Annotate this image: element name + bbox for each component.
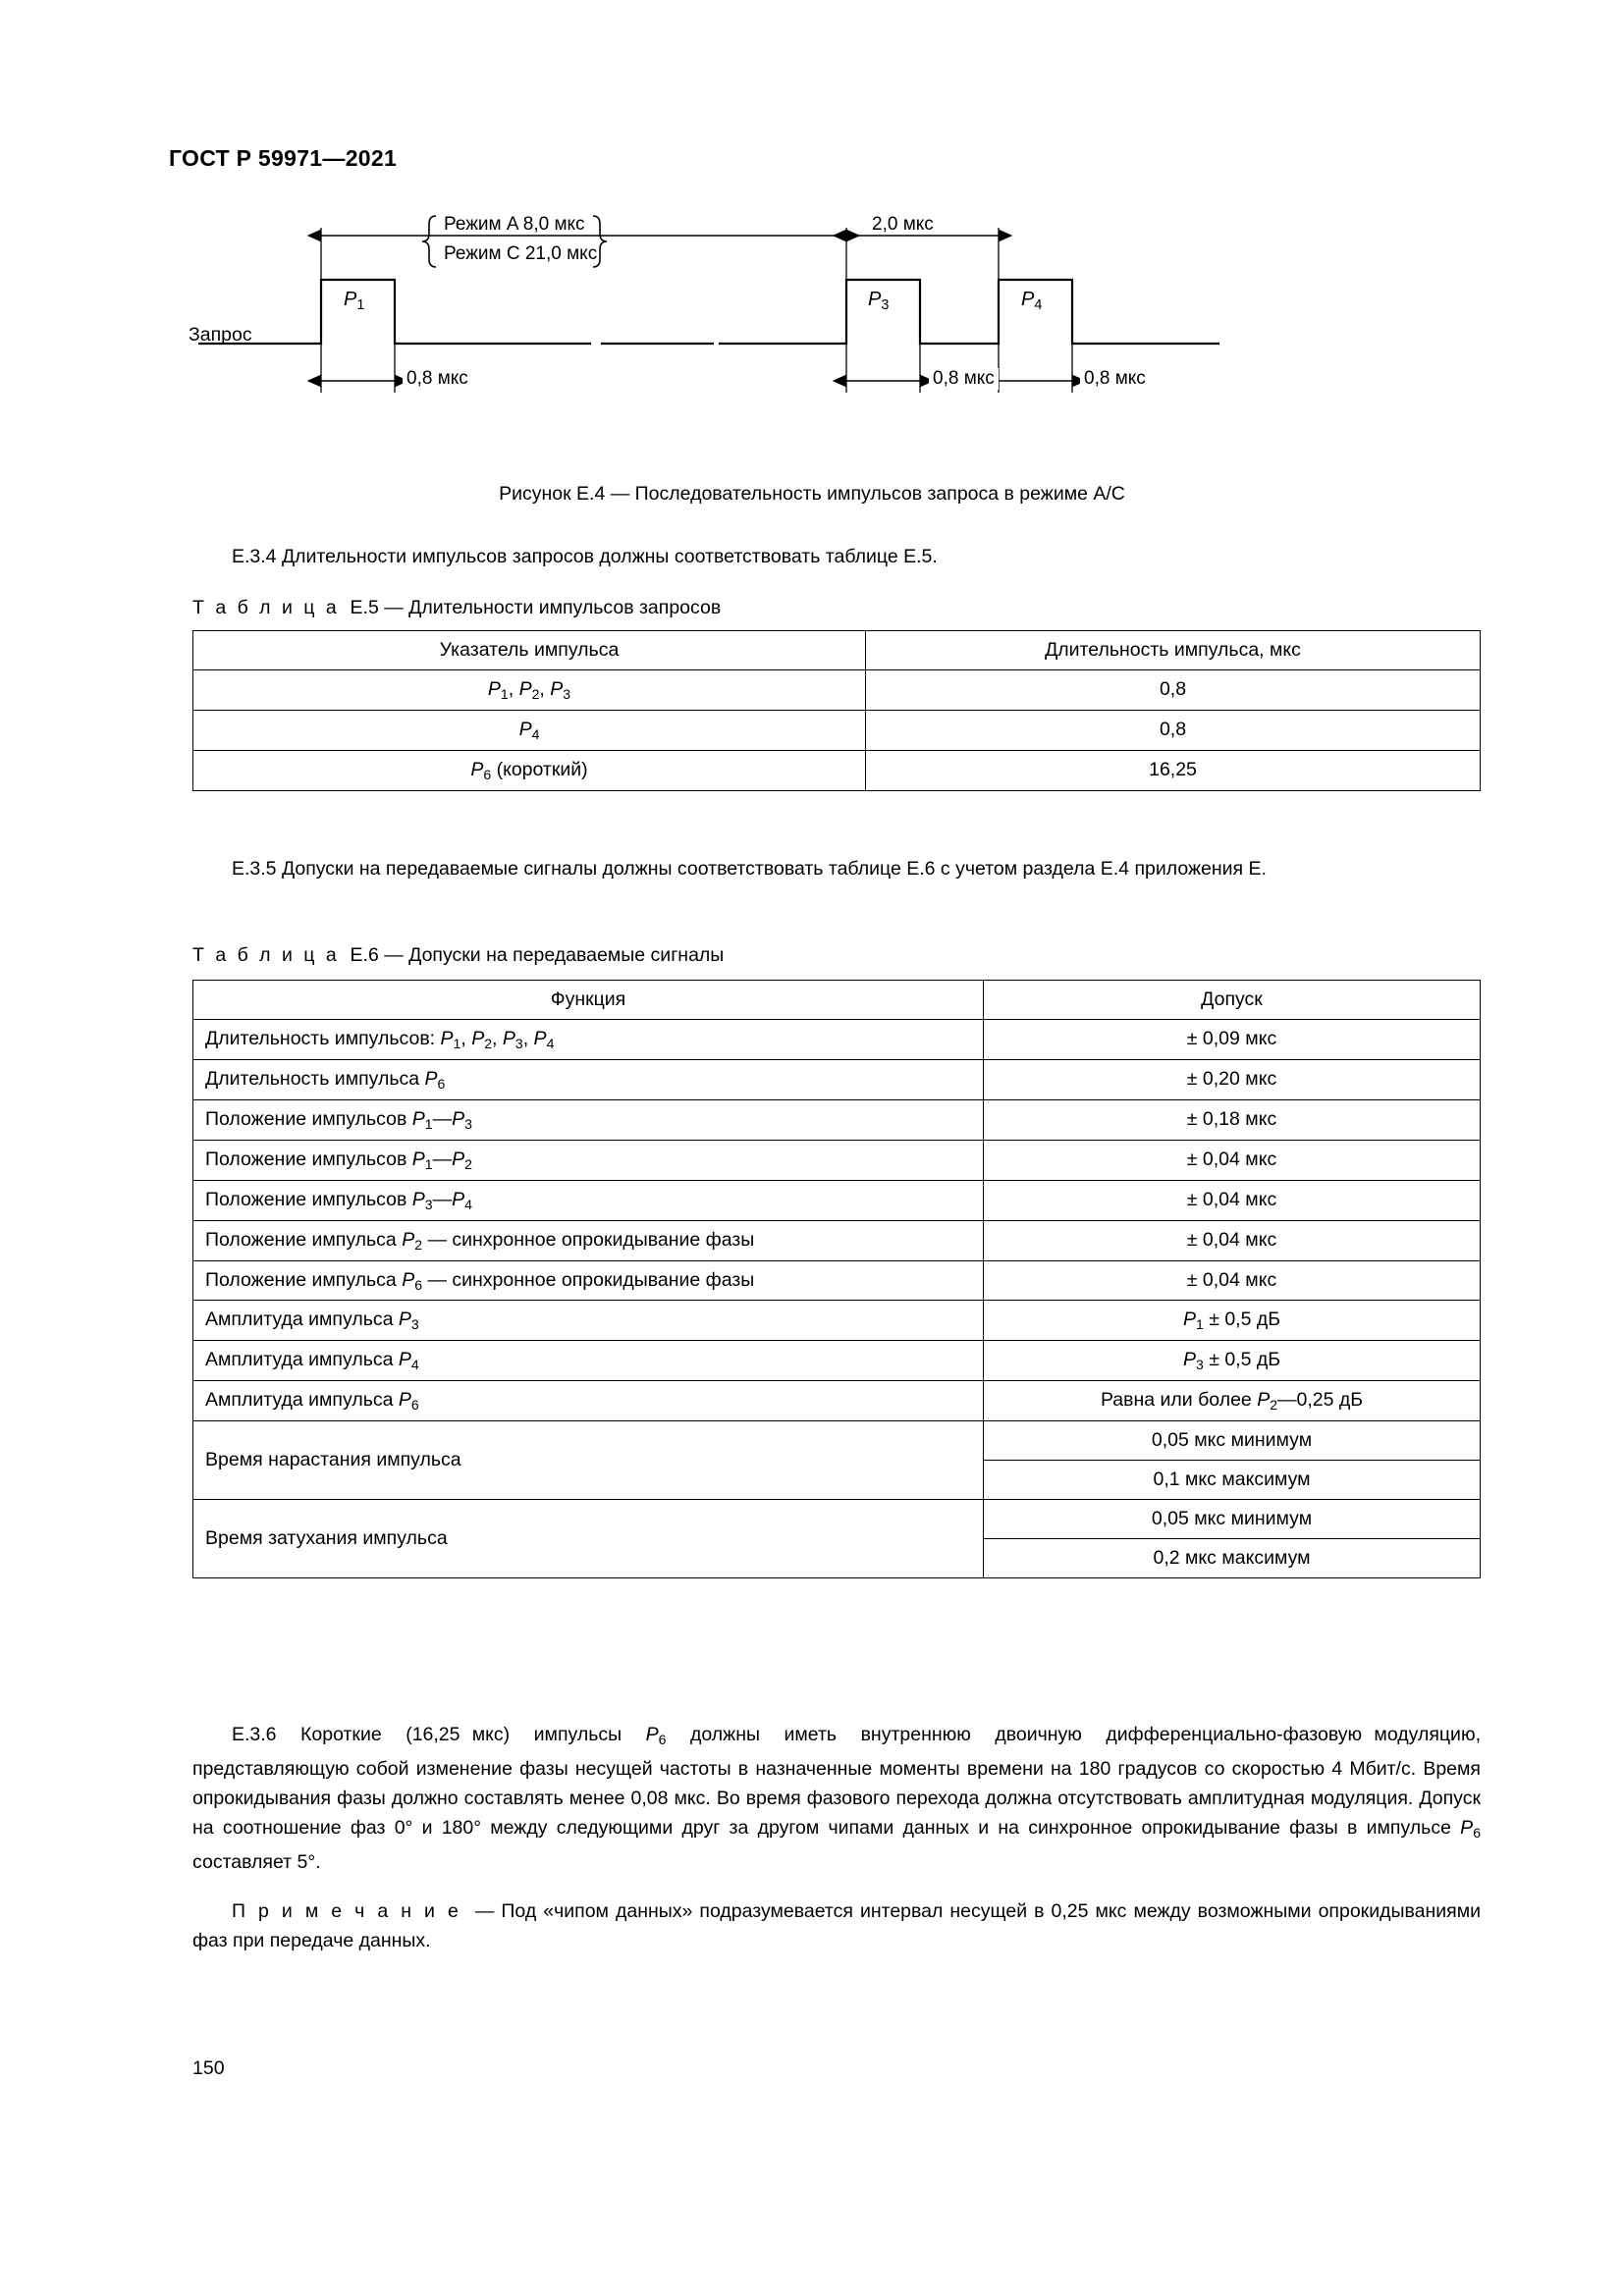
table-row [193,670,1481,711]
table-e6-cell-function: Положение импульсов $P_1—P_3$ [193,1099,984,1140]
table-e6-cell-tolerance: ± 0,18 мкс [984,1099,1481,1140]
table-e6-cell-function: Амплитуда импульса $P_3$ [193,1301,984,1341]
paragraph-note: П р и м е ч а н и е — Под «чипом данных» подразумевается интервал несущей в 0,25 мкс между возможными опрокидываниями фаз при передаче данных. [192,1900,1481,1951]
table-e5-cell-value: 16,25 [866,750,1481,790]
figure-label-request: Запрос [189,324,252,346]
table-e5-header-duration: Длительность импульса, мкс [866,631,1481,670]
figure-width-p4-label: 0,8 мкс [1080,368,1150,390]
table-e6-header-tolerance: Допуск [984,981,1481,1020]
table-e6-cell-tolerance: ± 0,04 мкс [984,1220,1481,1260]
table-e6-cell-tolerance: 0,05 мкс минимум [984,1421,1481,1461]
table-e6-cell-tolerance: ± 0,04 мкс [984,1180,1481,1220]
table-e6-cell-function: Положение импульсов $P_1—P_2$ [193,1140,984,1180]
table-row [193,710,1481,750]
table-e6-cell-tolerance: 0,05 мкс минимум [984,1500,1481,1539]
table-row [193,1260,1481,1301]
table-e5-cell-value: 0,8 [866,710,1481,750]
table-row [193,1341,1481,1381]
table-e6-cell-tolerance: ± 0,04 мкс [984,1140,1481,1180]
table-e6-cell-tolerance: ± 0,04 мкс [984,1260,1481,1301]
table-e5 [192,630,1481,791]
table-e6-cell-tolerance: Равна или более $P_2—0,25$ дБ [984,1381,1481,1421]
figure-e4 [169,206,1455,447]
paragraph-e334: Е.3.4 Длительности импульсов запросов должны соответствовать таблице Е.5. [232,546,938,567]
table-e6-cell-function: Положение импульса $P_2$ — синхронное опрокидывание фазы [193,1220,984,1260]
table-row [193,1180,1481,1220]
table-row [193,1059,1481,1099]
table-e6-cell-function: Длительность импульса $P_6$ [193,1059,984,1099]
table-e6-title: Т а б л и ц а Е.6 — Допуски на передаваемые сигналы [192,944,725,966]
page-number: 150 [192,2057,225,2079]
paragraph-e335: Е.3.5 Допуски на передаваемые сигналы должны соответствовать таблице Е.6 с учетом раздела Е.4 приложения Е. [232,858,1267,880]
figure-pulse-p1-label: $P_1$ [344,289,365,314]
table-row [193,1140,1481,1180]
table-e5-title: Т а б л и ц а Е.5 — Длительности импульсов запросов [192,597,722,618]
figure-pulse-p4-label: $P_4$ [1021,289,1043,314]
table-row [193,1500,1481,1539]
table-row [193,1421,1481,1461]
table-e5-cell-pulse: $P_6$ (короткий) [193,750,866,790]
table-e6-cell-function: Положение импульсов $P_3—P_4$ [193,1180,984,1220]
paragraph-e336: Е.3.6 Короткие (16,25 мкс) импульсы $P_6$ должны иметь внутреннюю двоичную дифференциально-фазовую модуляцию, представляющую собой изменение фазы несущей частоты в назначенные моменты времени на 180 градусов со скоростью 4 Мбит/с. Время опрокидывания фазы должно составлять менее 0,08 мкс. Во время фазового перехода должна отсутствовать амплитудная модуляция. Допуск на соотношение фаз 0° и 180° между следующими друг за другом чипами данных и на синхронное опрокидывание фазы в импульсе $P_6$ составляет 5°. [192,1724,1481,1873]
table-e6-cell-tolerance: 0,1 мкс максимум [984,1461,1481,1500]
table-e5-cell-value: 0,8 [866,670,1481,711]
table-row [193,1220,1481,1260]
table-e5-cell-pulse: $P_4$ [193,710,866,750]
table-e6-cell-tolerance: ± 0,20 мкс [984,1059,1481,1099]
table-e6-cell-tolerance: ± 0,09 мкс [984,1020,1481,1060]
table-e6-cell-function: Время нарастания импульса [193,1421,984,1500]
figure-width-p3-label: 0,8 мкс [929,368,999,390]
table-row [193,1020,1481,1060]
table-e6-cell-function: Время затухания импульса [193,1500,984,1578]
table-row [193,1099,1481,1140]
table-row [193,750,1481,790]
table-e6-cell-function: Амплитуда импульса $P_4$ [193,1341,984,1381]
table-e6-cell-function: Длительность импульсов: $P_1$, $P_2$, $P_3$, $P_4$ [193,1020,984,1060]
table-row [193,1301,1481,1341]
figure-gap-p3-p4-label: 2,0 мкс [872,214,934,235]
figure-pulse-p3-label: $P_3$ [868,289,890,314]
table-e6-cell-function: Амплитуда импульса $P_6$ [193,1381,984,1421]
table-e5-header-pulse: Указатель импульса [193,631,866,670]
table-e6-header-function: Функция [193,981,984,1020]
table-e6-cell-tolerance: 0,2 мкс максимум [984,1539,1481,1578]
table-row [193,1381,1481,1421]
table-e6-cell-tolerance: $P_3 \pm 0,5$ дБ [984,1341,1481,1381]
figure-caption: Рисунок Е.4 — Последовательность импульсов запроса в режиме A/C [499,483,1125,505]
table-e5-cell-pulse: $P_1$, $P_2$, $P_3$ [193,670,866,711]
figure-width-p1-label: 0,8 мкс [403,368,472,390]
table-e6 [192,980,1481,1578]
table-e6-cell-tolerance: $P_1 \pm 0,5$ дБ [984,1301,1481,1341]
table-e6-cell-function: Положение импульса $P_6$ — синхронное опрокидывание фазы [193,1260,984,1301]
figure-mode-a-label: Режим A 8,0 мкс [444,214,585,235]
table-row-header [193,981,1481,1020]
table-row-header [193,631,1481,670]
page-header: ГОСТ Р 59971—2021 [169,145,398,171]
figure-mode-c-label: Режим C 21,0 мкс [444,243,598,264]
